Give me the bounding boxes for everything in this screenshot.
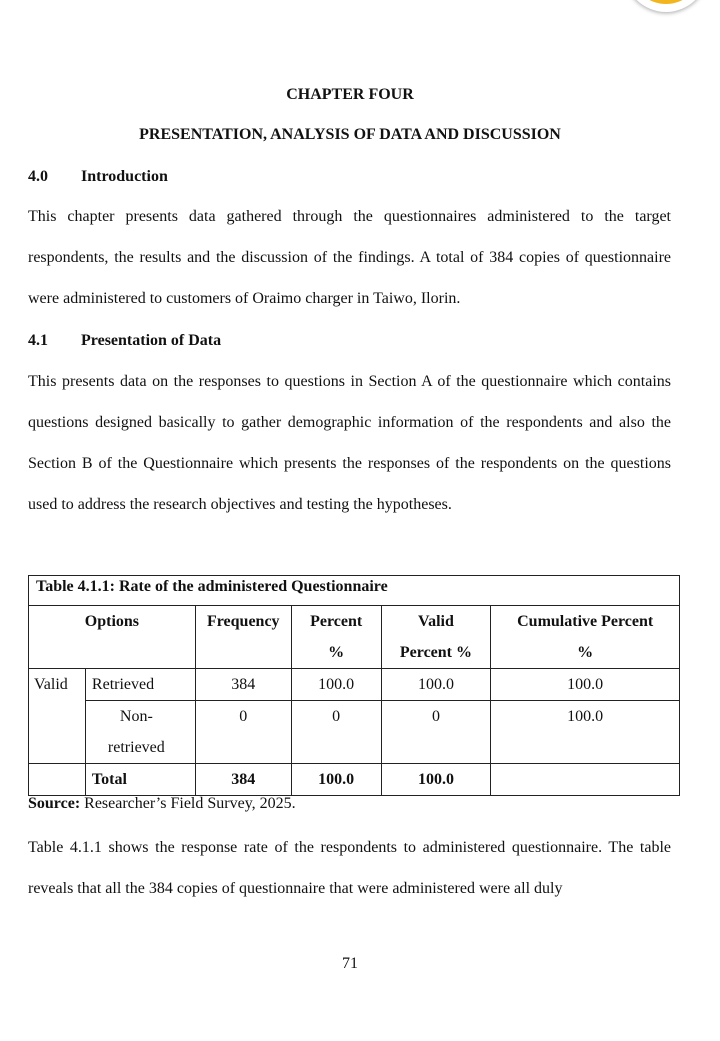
row-frequency: 0 <box>195 701 291 764</box>
presentation-paragraph: This presents data on the responses to questions in Section A of the questionnaire which contains questions designed basically to gather demographic information of the respondents and also the Section B of the Questionnaire which presents the responses of the respondents on the questions used to address the research objectives and testing the hypotheses. <box>28 373 671 513</box>
total-cumulative <box>491 764 680 796</box>
table-header-row <box>29 606 680 669</box>
source-text: Researcher’s Field Survey, 2025. <box>80 795 296 812</box>
row-percent: 0 <box>291 701 381 764</box>
row-option-line2: retrieved <box>107 739 165 756</box>
table-caption: Table 4.1.1: Rate of the administered Questionnaire <box>29 576 680 606</box>
intro-heading <box>28 168 168 186</box>
header-percent-line2: % <box>328 644 345 661</box>
header-valid-percent <box>381 606 491 669</box>
table-source <box>28 795 296 813</box>
presentation-heading-text: Presentation of Data <box>81 332 222 349</box>
header-frequency: Frequency <box>195 606 291 669</box>
row-percent: 100.0 <box>291 669 381 701</box>
header-valid-percent-line2: Percent % <box>399 644 473 661</box>
header-percent-line1: Percent <box>310 613 363 630</box>
table-caption-row <box>29 576 680 606</box>
total-label: Total <box>85 764 195 796</box>
source-label: Source: <box>28 795 81 812</box>
header-cumulative-line1: Cumulative Percent <box>517 613 654 630</box>
row-group-valid: Valid <box>29 669 86 764</box>
row-valid-percent: 100.0 <box>381 669 491 701</box>
app-logo-icon <box>634 0 698 4</box>
intro-paragraph: This chapter presents data gathered through the questionnaires administered to the target respondents, the results and the discussion of the findings. A total of 384 copies of questionnaire were administered to customers of Oraimo charger in Taiwo, Ilorin. <box>28 208 671 307</box>
corner-app-badge[interactable] <box>624 0 708 12</box>
presentation-heading-number: 4.1 <box>28 332 48 349</box>
header-options: Options <box>29 606 196 669</box>
table-total-row <box>29 764 680 796</box>
row-cumulative: 100.0 <box>491 701 680 764</box>
response-rate-table <box>28 575 680 796</box>
header-percent <box>291 606 381 669</box>
page-number: 71 <box>342 955 358 972</box>
row-cumulative: 100.0 <box>491 669 680 701</box>
row-valid-percent: 0 <box>381 701 491 764</box>
intro-heading-number: 4.0 <box>28 168 48 185</box>
chapter-title: CHAPTER FOUR <box>286 86 414 103</box>
row-frequency: 384 <box>195 669 291 701</box>
row-option-line1: Non- <box>119 708 153 725</box>
row-option-non-retrieved <box>85 701 195 764</box>
section-title: PRESENTATION, ANALYSIS OF DATA AND DISCUSSION <box>139 126 561 143</box>
total-spacer <box>29 764 86 796</box>
intro-heading-text: Introduction <box>81 168 168 185</box>
row-option-retrieved: Retrieved <box>85 669 195 701</box>
total-frequency: 384 <box>195 764 291 796</box>
presentation-heading <box>28 332 221 350</box>
header-cumulative-percent <box>491 606 680 669</box>
total-percent: 100.0 <box>291 764 381 796</box>
header-valid-percent-line1: Valid <box>418 613 454 630</box>
discussion-paragraph: Table 4.1.1 shows the response rate of the respondents to administered questionnaire. The table reveals that all the 384 copies of questionnaire that were administered were all duly <box>28 839 671 897</box>
header-cumulative-line2: % <box>577 644 594 661</box>
total-valid-percent: 100.0 <box>381 764 491 796</box>
table-row <box>29 669 680 701</box>
table-row <box>29 701 680 764</box>
